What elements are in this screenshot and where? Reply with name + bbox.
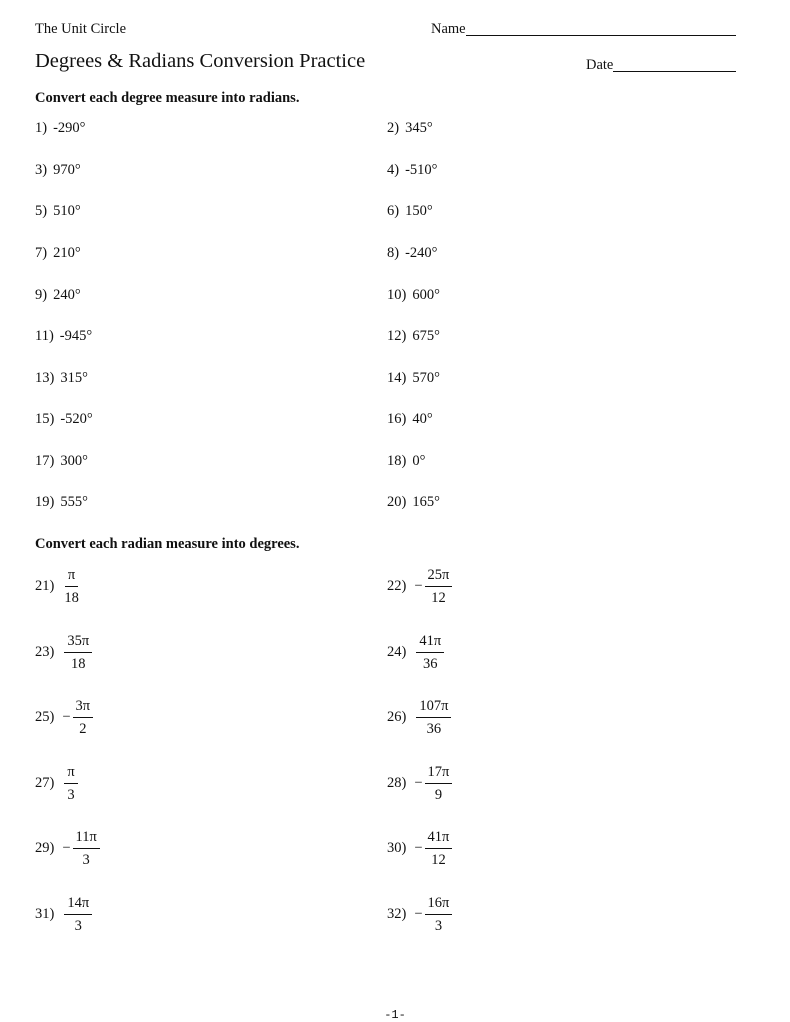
problem-15	[35, 411, 93, 428]
course-label: The Unit Circle	[35, 21, 127, 37]
minus-sign: −	[62, 709, 71, 725]
name-label: Name	[431, 21, 466, 37]
date-blank-line	[613, 57, 736, 72]
problem-6	[387, 203, 433, 220]
problem-number: 7)	[35, 245, 48, 261]
problem-value: 165°	[412, 494, 440, 510]
numerator: 11π	[73, 830, 100, 849]
problem-value: 300°	[60, 453, 88, 469]
problem-11	[35, 328, 92, 345]
denominator: 3	[74, 917, 82, 934]
problem-number: 16)	[387, 411, 407, 427]
fraction	[416, 699, 451, 736]
problem-number: 3)	[35, 162, 48, 178]
problem-number: 10)	[387, 287, 407, 303]
problem-value: 600°	[412, 287, 440, 303]
problem-number: 13)	[35, 370, 55, 386]
problem-25	[35, 699, 93, 736]
problem-value: 570°	[412, 370, 440, 386]
denominator: 36	[423, 655, 438, 672]
problem-21	[35, 568, 79, 605]
problem-17	[35, 453, 88, 470]
fraction	[64, 765, 77, 802]
problem-22	[387, 568, 452, 605]
problem-29	[35, 830, 100, 867]
problem-number: 20)	[387, 494, 407, 510]
problem-28	[387, 765, 452, 802]
problem-19	[35, 494, 88, 511]
problem-number: 1)	[35, 120, 48, 136]
problem-26	[387, 699, 451, 736]
problem-value: -520°	[60, 411, 93, 427]
problem-value: 510°	[53, 203, 81, 219]
problem-3	[35, 162, 81, 179]
problem-number: 32)	[387, 906, 407, 922]
problem-number: 25)	[35, 709, 55, 725]
problem-value: -945°	[59, 328, 93, 344]
problem-value: 0°	[412, 453, 426, 469]
numerator: 41π	[425, 830, 453, 849]
fraction	[73, 699, 94, 736]
problem-2	[387, 120, 433, 137]
minus-sign: −	[62, 840, 71, 856]
problem-14	[387, 370, 440, 387]
problem-5	[35, 203, 81, 220]
denominator: 3	[67, 786, 75, 803]
numerator: 41π	[416, 634, 444, 653]
problem-30	[387, 830, 452, 867]
denominator: 12	[431, 851, 446, 868]
fraction	[64, 568, 79, 605]
problem-number: 18)	[387, 453, 407, 469]
denominator: 36	[426, 720, 442, 737]
problem-value: 970°	[53, 162, 81, 178]
denominator: 3	[82, 851, 90, 868]
problem-9	[35, 287, 81, 304]
problem-7	[35, 245, 81, 262]
problem-24	[387, 634, 444, 671]
problem-number: 8)	[387, 245, 400, 261]
fraction	[73, 830, 100, 867]
problem-value: 345°	[405, 120, 433, 136]
numerator: 3π	[73, 699, 94, 718]
problem-number: 12)	[387, 328, 407, 344]
minus-sign: −	[414, 906, 423, 922]
fraction	[425, 896, 453, 933]
problem-number: 21)	[35, 578, 55, 594]
numerator: 25π	[425, 568, 453, 587]
problem-value: 210°	[53, 245, 81, 261]
problem-number: 6)	[387, 203, 400, 219]
name-blank-line	[466, 21, 736, 36]
denominator: 12	[431, 589, 446, 606]
page-number: -1-	[384, 1008, 406, 1022]
numerator: 17π	[425, 765, 453, 784]
problem-27	[35, 765, 78, 802]
problem-number: 9)	[35, 287, 48, 303]
problem-31	[35, 896, 92, 933]
problem-number: 29)	[35, 840, 55, 856]
name-field	[431, 21, 736, 38]
problem-value: -290°	[53, 120, 86, 136]
problem-number: 14)	[387, 370, 407, 386]
fraction	[425, 765, 453, 802]
problem-value: -510°	[405, 162, 438, 178]
problem-number: 15)	[35, 411, 55, 427]
denominator: 18	[71, 655, 86, 672]
date-label: Date	[586, 57, 614, 73]
problem-number: 28)	[387, 775, 407, 791]
problem-number: 23)	[35, 644, 55, 660]
problem-value: 555°	[60, 494, 88, 510]
numerator: 14π	[64, 896, 92, 915]
section-heading-radians-to-degrees: Convert each radian measure into degrees.	[35, 536, 300, 552]
numerator: 35π	[64, 634, 92, 653]
problem-number: 4)	[387, 162, 400, 178]
problem-value: -240°	[405, 245, 438, 261]
problem-32	[387, 896, 452, 933]
minus-sign: −	[414, 840, 423, 856]
problem-number: 27)	[35, 775, 55, 791]
problem-13	[35, 370, 88, 387]
problem-number: 31)	[35, 906, 55, 922]
section-heading-degrees-to-radians: Convert each degree measure into radians.	[35, 90, 300, 106]
fraction	[64, 896, 92, 933]
fraction	[425, 568, 453, 605]
problem-4	[387, 162, 437, 179]
numerator: π	[64, 765, 77, 784]
minus-sign: −	[414, 578, 423, 594]
worksheet-title: Degrees & Radians Conversion Practice	[35, 50, 366, 72]
problem-value: 40°	[412, 411, 433, 427]
problem-8	[387, 245, 437, 262]
denominator: 9	[434, 786, 443, 803]
problem-number: 19)	[35, 494, 55, 510]
problem-1	[35, 120, 85, 137]
problem-12	[387, 328, 440, 345]
problem-value: 675°	[412, 328, 440, 344]
problem-16	[387, 411, 433, 428]
problem-number: 24)	[387, 644, 407, 660]
problem-18	[387, 453, 425, 470]
date-field	[586, 57, 736, 74]
problem-number: 22)	[387, 578, 407, 594]
numerator: π	[65, 568, 78, 587]
minus-sign: −	[414, 775, 423, 791]
problem-number: 30)	[387, 840, 407, 856]
problem-23	[35, 634, 92, 671]
problem-value: 240°	[53, 287, 81, 303]
denominator: 18	[64, 589, 79, 606]
problem-number: 26)	[387, 709, 407, 725]
problem-20	[387, 494, 440, 511]
problem-10	[387, 287, 440, 304]
denominator: 3	[434, 917, 443, 934]
fraction	[64, 634, 92, 671]
problem-number: 17)	[35, 453, 55, 469]
problem-number: 11)	[35, 328, 54, 344]
numerator: 16π	[425, 896, 453, 915]
fraction	[416, 634, 444, 671]
denominator: 2	[79, 720, 87, 737]
problem-value: 315°	[60, 370, 88, 386]
problem-number: 5)	[35, 203, 48, 219]
problem-number: 2)	[387, 120, 400, 136]
fraction	[425, 830, 453, 867]
problem-value: 150°	[405, 203, 433, 219]
numerator: 107π	[416, 699, 451, 718]
